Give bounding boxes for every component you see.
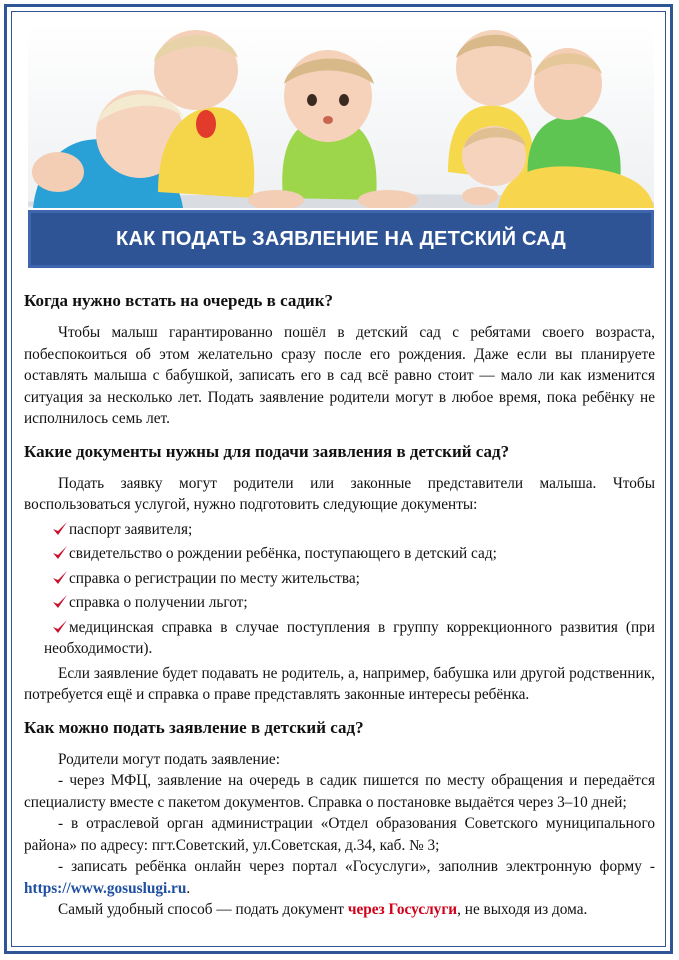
- way-online: [24, 856, 655, 899]
- section-how-intro: Родители могут подать заявление:: [58, 750, 280, 768]
- section-documents-note: Если заявление будет подавать не родитель, а, например, бабушка или другой родственник, потребуется ещё и справка о праве представлять законные интересы ребёнка.: [24, 664, 655, 703]
- best-way: [24, 899, 655, 921]
- gosuslugi-link[interactable]: https://www.gosuslugi.ru: [24, 879, 187, 897]
- checkmark-icon: [52, 594, 68, 610]
- way-online-text: - записать ребёнка онлайн через портал «Госуслуги», заполнив электронную форму -: [58, 858, 655, 875]
- way-department: - в отраслевой орган администрации «Отдел образования Советского муниципального района» по адресу: пгт.Советский, ул.Советская, д.34, каб. № 3;: [24, 815, 655, 854]
- best-way-suffix: , не выходя из дома.: [457, 901, 588, 918]
- children-photo-illustration: [28, 22, 654, 208]
- list-item: [24, 592, 655, 614]
- section-how: [24, 717, 655, 921]
- section-how-heading: Как можно подать заявление в детский сад?: [24, 717, 364, 737]
- section-documents-heading: Какие документы нужны для подачи заявления в детский сад?: [24, 441, 510, 461]
- list-item-text: медицинская справка в случае поступления в группу коррекционного развития (при необходимости).: [44, 618, 655, 657]
- section-when: [24, 290, 655, 430]
- list-item-text: справка о регистрации по месту жительства;: [69, 569, 360, 587]
- link-suffix: .: [186, 879, 191, 897]
- list-item: [24, 543, 655, 565]
- section-when-heading: Когда нужно встать на очередь в садик?: [24, 291, 334, 310]
- main-content: [24, 290, 655, 921]
- section-when-text: Чтобы малыш гарантированно пошёл в детский сад с ребятами своего возраста, побеспокоиться об этом желательно сразу после его рождения. Даже если вы планируете оставлять малыша с бабушкой, записать его в сад всё равно стоит — мало ли как изменится ситуация за несколько лет. Подать заявление родители могут в любое время, пока ребёнку не исполнилось семь лет.: [24, 324, 655, 427]
- way-mfc: - через МФЦ, заявление на очередь в садик пишется по месту обращения и передаётся специалисту вместе с пакетом документов. Справка о постановке выдаётся через 3–10 дней;: [24, 772, 655, 811]
- title-banner: [28, 210, 654, 268]
- checkmark-icon: [52, 570, 68, 586]
- list-item-text: паспорт заявителя;: [69, 520, 193, 538]
- section-documents: [24, 441, 655, 706]
- list-item: [24, 519, 655, 541]
- checkmark-icon: [52, 521, 68, 537]
- best-way-prefix: Самый удобный способ — подать документ: [58, 901, 348, 918]
- list-item-text: свидетельство о рождении ребёнка, поступающего в детский сад;: [69, 545, 497, 562]
- section-documents-intro: Подать заявку могут родители или законные представители малыша. Чтобы воспользоваться услугой, нужно подготовить следующие документы:: [24, 474, 655, 513]
- children-photo: [28, 22, 654, 208]
- list-item: [24, 568, 655, 590]
- list-item: [24, 617, 655, 660]
- checkmark-icon: [52, 619, 68, 635]
- list-item-text: справка о получении льгот;: [69, 594, 248, 611]
- checkmark-icon: [52, 545, 68, 561]
- page-title: КАК ПОДАТЬ ЗАЯВЛЕНИЕ НА ДЕТСКИЙ САД: [116, 227, 566, 250]
- best-way-highlight: через Госуслуги: [347, 901, 458, 918]
- documents-list: [24, 519, 655, 660]
